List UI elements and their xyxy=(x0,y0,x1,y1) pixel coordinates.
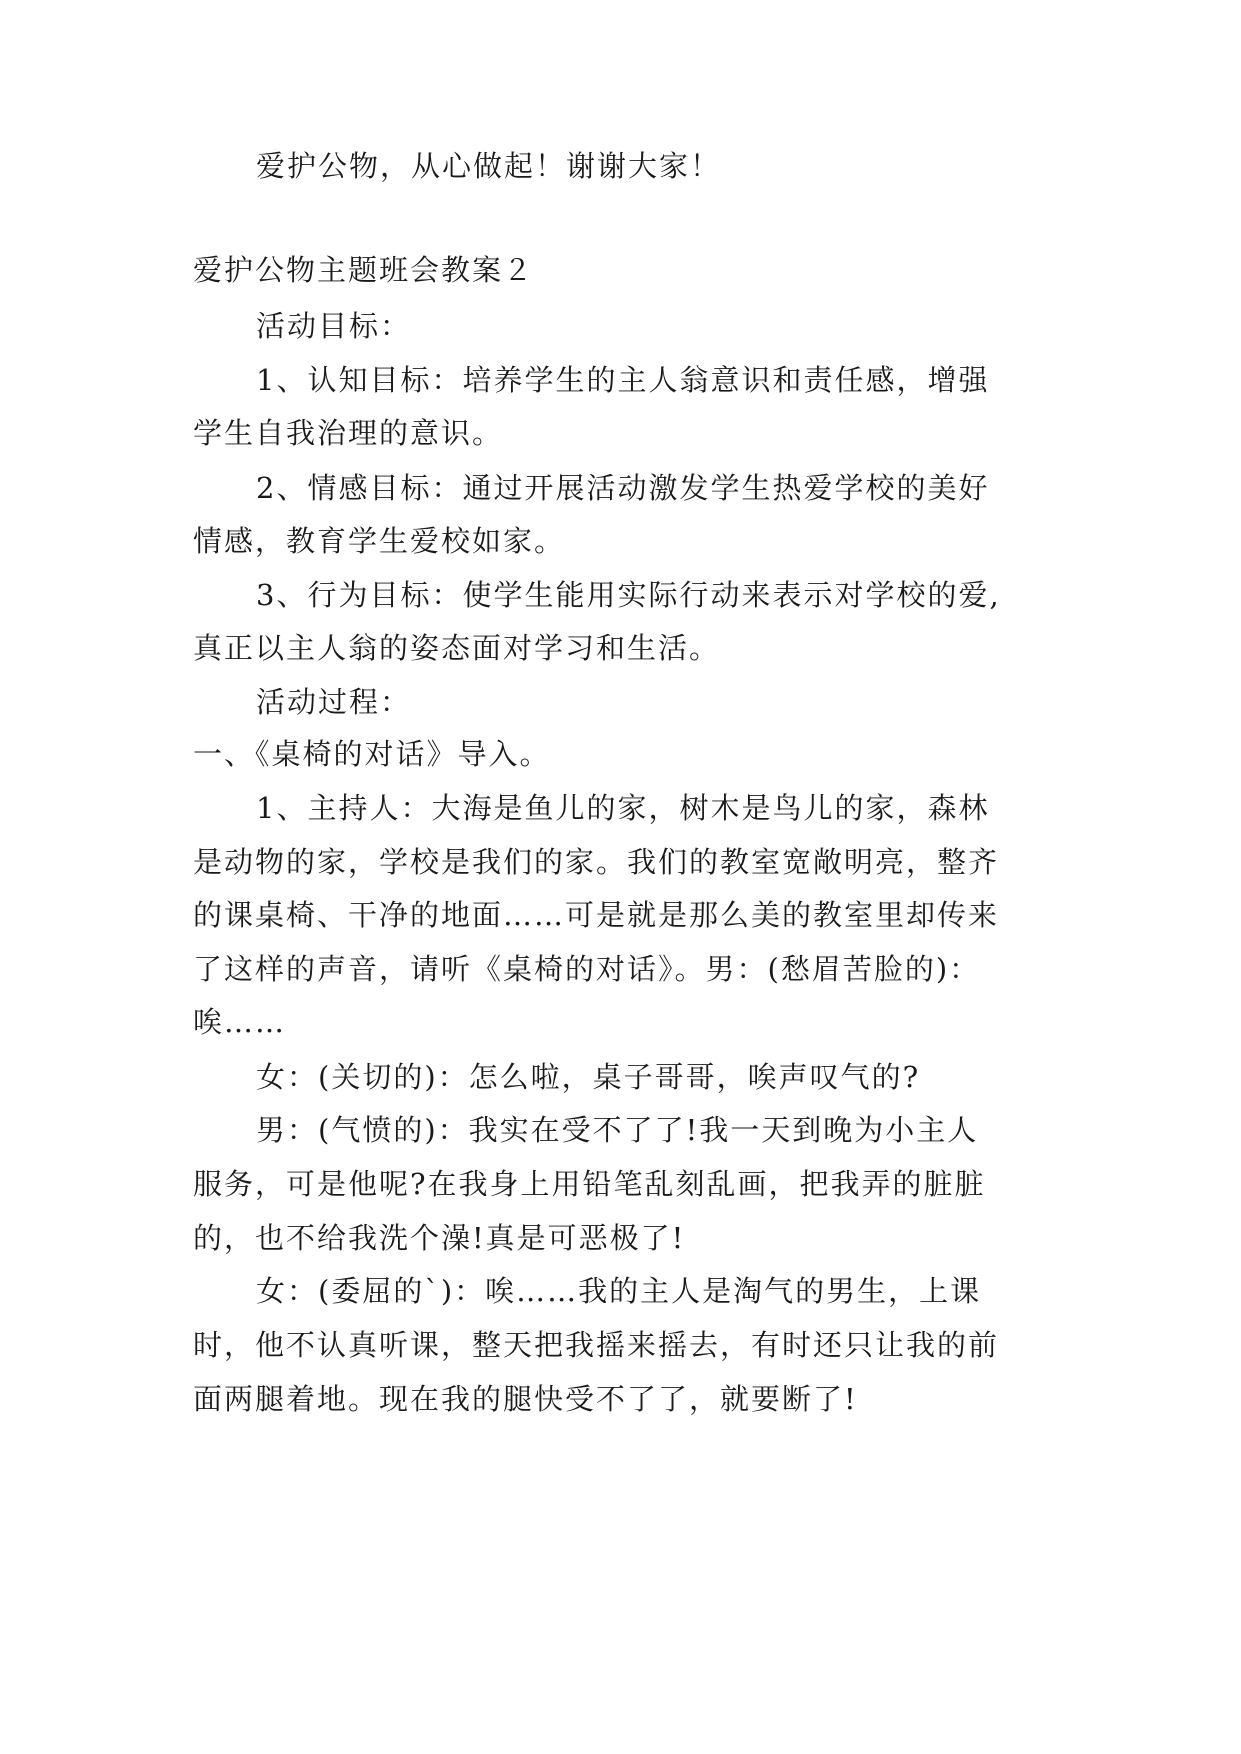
part-1-heading: 一、《桌椅的对话》导入。 xyxy=(193,737,551,771)
host-line-3: 的课桌椅、干净的地面……可是就是那么美的教室里却传来 xyxy=(193,898,1000,932)
dialogue-male-1-line-3: 的，也不给我洗个澡!真是可恶极了! xyxy=(193,1221,686,1255)
goals-heading: 活动目标： xyxy=(256,309,412,343)
dialogue-female-2-line-1: 女：(委屈的`)：唉……我的主人是淘气的男生，上课 xyxy=(256,1274,982,1308)
goal-2-line-1: 2、情感目标：通过开展活动激发学生热爱学校的美好 xyxy=(256,471,990,505)
section-title: 爱护公物主题班会教案２ xyxy=(193,253,535,287)
goal-3-line-2: 真正以主人翁的姿态面对学习和生活。 xyxy=(193,631,721,665)
goal-2-line-2: 情感，教育学生爱校如家。 xyxy=(193,524,566,558)
host-line-2: 是动物的家，学校是我们的家。我们的教室宽敞明亮，整齐 xyxy=(193,845,1000,879)
goal-3-line-1: 3、行为目标：使学生能用实际行动来表示对学校的爱, xyxy=(256,578,1001,612)
host-line-5: 唉…… xyxy=(193,1005,287,1039)
goal-1-line-2: 学生自我治理的意识。 xyxy=(193,416,504,450)
goal-1-line-1: 1、认知目标：培养学生的主人翁意识和责任感，增强 xyxy=(256,363,990,397)
dialogue-male-1-line-1: 男：(气愤的)：我实在受不了了!我一天到晚为小主人 xyxy=(256,1113,979,1147)
dialogue-female-1: 女：(关切的)：怎么啦，桌子哥哥，唉声叹气的? xyxy=(256,1060,921,1094)
dialogue-female-2-line-3: 面两腿着地。现在我的腿快受不了了，就要断了! xyxy=(193,1382,858,1416)
host-line-1: 1、主持人：大海是鱼儿的家，树木是鸟儿的家，森林 xyxy=(256,791,990,825)
process-heading: 活动过程： xyxy=(256,685,412,719)
dialogue-female-2-line-2: 时，他不认真听课，整天把我摇来摇去，有时还只让我的前 xyxy=(193,1328,1000,1362)
dialogue-male-1-line-2: 服务，可是他呢?在我身上用铅笔乱刻乱画，把我弄的脏脏 xyxy=(193,1167,986,1201)
host-line-4: 了这样的声音，请听《桌椅的对话》。男：(愁眉苦脸的)： xyxy=(193,952,981,986)
closing-line: 爱护公物，从心做起！谢谢大家！ xyxy=(256,149,722,183)
